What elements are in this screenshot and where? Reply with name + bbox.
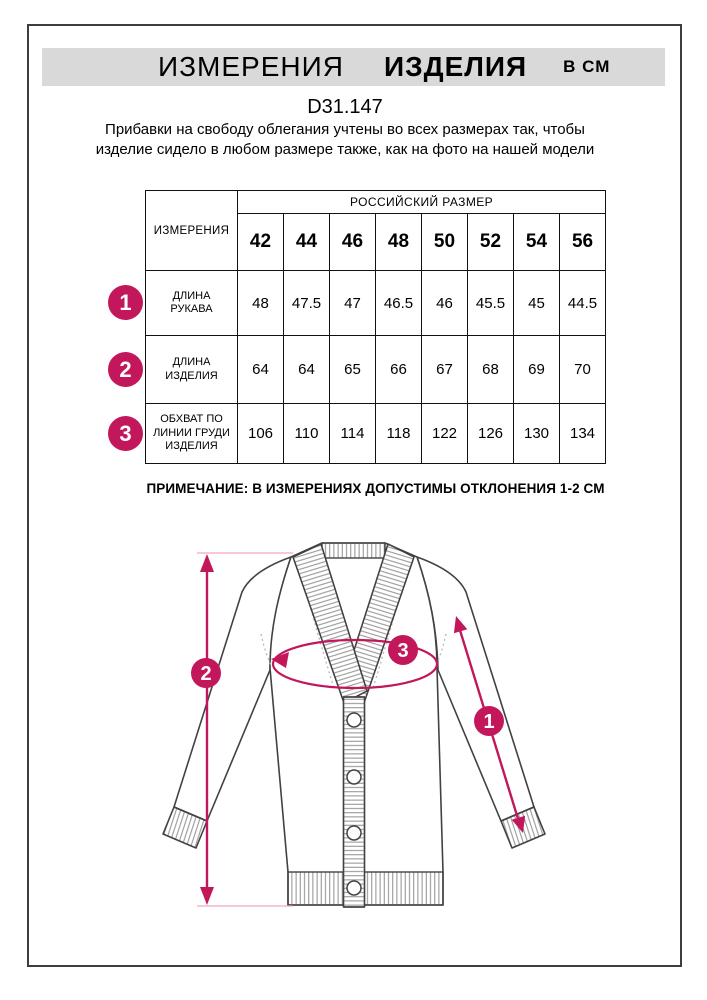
row-label: ОБХВАТ ПО ЛИНИИ ГРУДИ ИЗДЕЛИЯ	[146, 404, 238, 464]
cardigan-measurement-diagram	[140, 535, 585, 920]
article-number: D31.147	[307, 96, 383, 118]
table-row-chest-girth	[146, 404, 606, 464]
table-row-item-length	[146, 336, 606, 404]
fit-description: Прибавки на свободу облегания учтены во всех размерах так, чтобы изделие сидело в любом размере также, как на фото на нашей модели	[95, 121, 595, 158]
value-cell: 64	[238, 336, 284, 404]
button-placket-rib	[344, 697, 365, 907]
value-cell: 66	[376, 336, 422, 404]
row-marker-3-icon: 3	[108, 416, 143, 451]
title-band	[42, 48, 665, 86]
value-cell: 47.5	[284, 271, 330, 336]
size-56: 56	[560, 214, 606, 271]
value-cell: 67	[422, 336, 468, 404]
size-48: 48	[376, 214, 422, 271]
value-cell: 48	[238, 271, 284, 336]
value-cell: 122	[422, 404, 468, 464]
table-header-russian-size: РОССИЙСКИЙ РАЗМЕР	[238, 191, 606, 214]
value-cell: 47	[330, 271, 376, 336]
size-46: 46	[330, 214, 376, 271]
table-row-sleeve-length	[146, 271, 606, 336]
value-cell: 68	[468, 336, 514, 404]
value-cell: 45.5	[468, 271, 514, 336]
value-cell: 64	[284, 336, 330, 404]
title-word-measurements: ИЗМЕРЕНИЯ	[158, 51, 344, 82]
title-units: В СМ	[563, 57, 611, 76]
marker-1-label: 1	[483, 711, 495, 733]
value-cell: 46	[422, 271, 468, 336]
value-cell: 46.5	[376, 271, 422, 336]
back-collar-rib	[322, 543, 385, 558]
value-cell: 134	[560, 404, 606, 464]
value-cell: 130	[514, 404, 560, 464]
row-label: ДЛИНА РУКАВА	[146, 271, 238, 336]
value-cell: 126	[468, 404, 514, 464]
size-52: 52	[468, 214, 514, 271]
value-cell: 110	[284, 404, 330, 464]
size-50: 50	[422, 214, 468, 271]
value-cell: 65	[330, 336, 376, 404]
marker-2-label: 2	[200, 663, 212, 685]
row-marker-2-icon: 2	[108, 352, 143, 387]
size-42: 42	[238, 214, 284, 271]
tolerance-note: ПРИМЕЧАНИЕ: В ИЗМЕРЕНИЯХ ДОПУСТИМЫ ОТКЛОНЕНИЯ 1-2 СМ	[146, 481, 605, 496]
title-word-product: ИЗДЕЛИЯ	[383, 51, 528, 82]
value-cell: 70	[560, 336, 606, 404]
value-cell: 69	[514, 336, 560, 404]
table-header-measurements: ИЗМЕРЕНИЯ	[146, 191, 238, 271]
size-44: 44	[284, 214, 330, 271]
size-54: 54	[514, 214, 560, 271]
value-cell: 45	[514, 271, 560, 336]
marker-3-label: 3	[397, 640, 409, 662]
value-cell: 114	[330, 404, 376, 464]
row-label: ДЛИНА ИЗДЕЛИЯ	[146, 336, 238, 404]
value-cell: 44.5	[560, 271, 606, 336]
row-marker-1-icon: 1	[108, 285, 143, 320]
value-cell: 106	[238, 404, 284, 464]
value-cell: 118	[376, 404, 422, 464]
hem-rib-band	[288, 872, 443, 905]
measurements-table	[145, 190, 606, 464]
